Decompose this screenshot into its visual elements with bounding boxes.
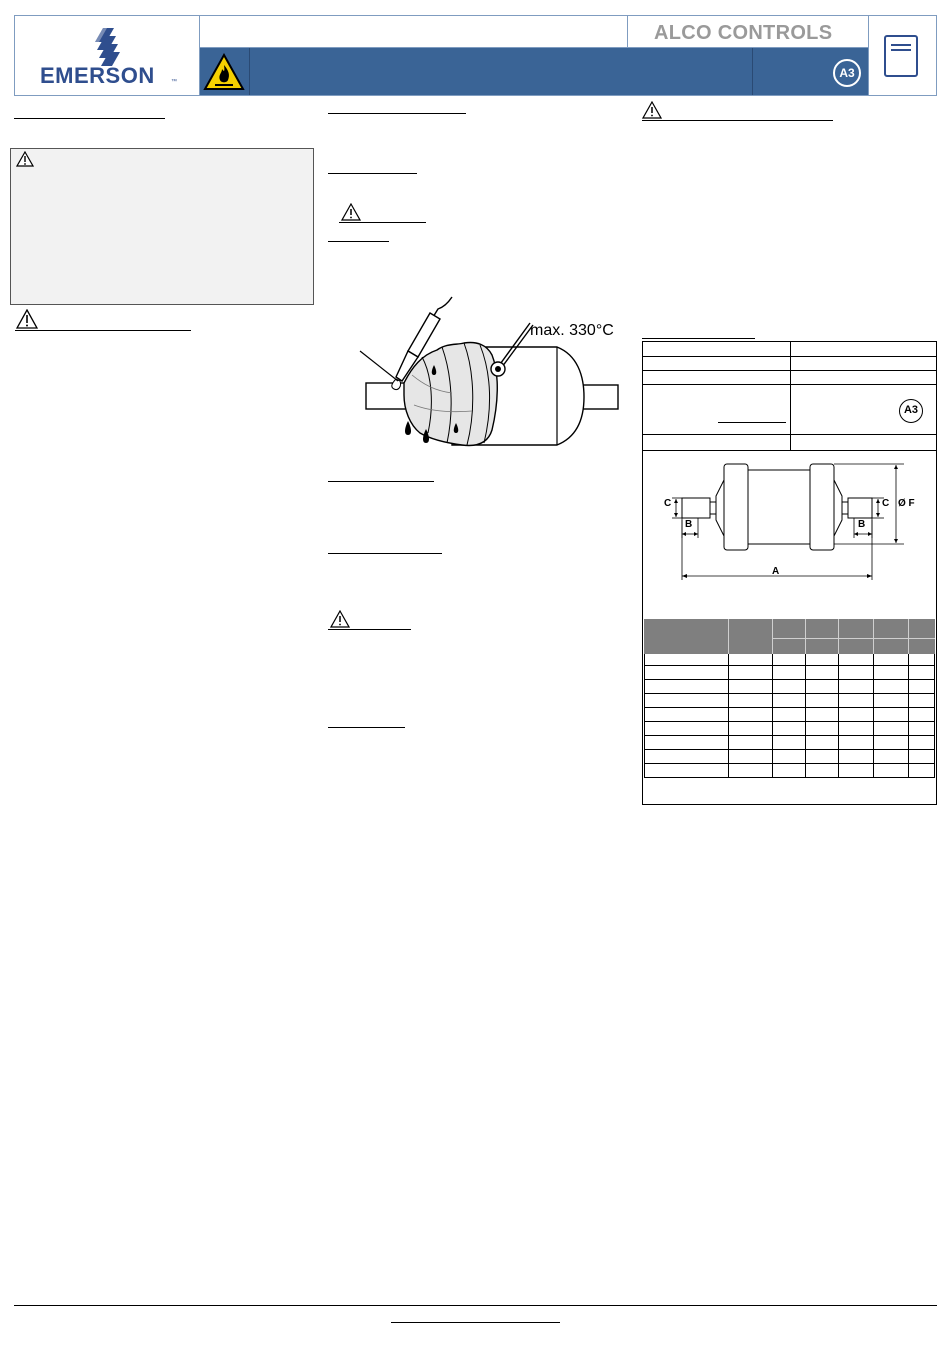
header-band: [200, 48, 868, 95]
brazing-illustration: [352, 295, 620, 455]
warning-triangle-icon: [330, 610, 350, 628]
dim-label-a: A: [772, 566, 780, 577]
left-heading-rule: [14, 118, 165, 119]
left-warning-heading-rule: [15, 330, 191, 331]
warning-triangle-icon: [341, 203, 361, 221]
brand-tm: ™: [171, 79, 177, 85]
max-temperature-label: max. 330°C: [530, 322, 614, 339]
right-warning-heading-rule: [642, 120, 833, 121]
emerson-logo: [15, 16, 199, 95]
dim-label-b-right: B: [858, 519, 866, 530]
dimension-drawing: [658, 458, 928, 583]
mid-heading-rule-8: [328, 727, 405, 728]
dimensions-table: [644, 619, 935, 778]
spec-class-badge-a3: [899, 399, 923, 423]
mid-heading-rule-3: [339, 222, 426, 223]
mid-heading-rule-4: [328, 241, 389, 242]
footer-link-rule: [391, 1322, 560, 1323]
safety-notice-box: [10, 148, 314, 305]
flame-warning-icon: [203, 53, 245, 96]
spec-table: [642, 341, 937, 451]
mid-heading-rule-5: [328, 481, 434, 482]
brand-name: EMERSON: [40, 63, 155, 88]
dim-label-c-right: C: [882, 498, 890, 509]
mid-heading-rule-7: [328, 629, 411, 630]
dim-label-c-left: C: [664, 498, 672, 509]
dim-label-f: Ø F: [898, 498, 915, 509]
tech-data-heading-rule: [642, 338, 755, 339]
dim-label-b-left: B: [685, 519, 693, 530]
mid-heading-rule-2: [328, 173, 417, 174]
mid-heading-rule-1: [328, 113, 466, 114]
warning-triangle-icon: [16, 151, 34, 167]
spec-class-badge-label: A3: [903, 404, 919, 416]
product-brand: ALCO CONTROLS: [654, 22, 833, 44]
class-badge-a3: [833, 59, 861, 87]
footer-rule: [14, 1305, 937, 1306]
warning-triangle-icon: [642, 101, 662, 119]
document-icon: [884, 35, 918, 82]
mid-heading-rule-6: [328, 553, 442, 554]
class-badge-label: A3: [839, 66, 855, 80]
warning-triangle-icon: [16, 309, 38, 329]
